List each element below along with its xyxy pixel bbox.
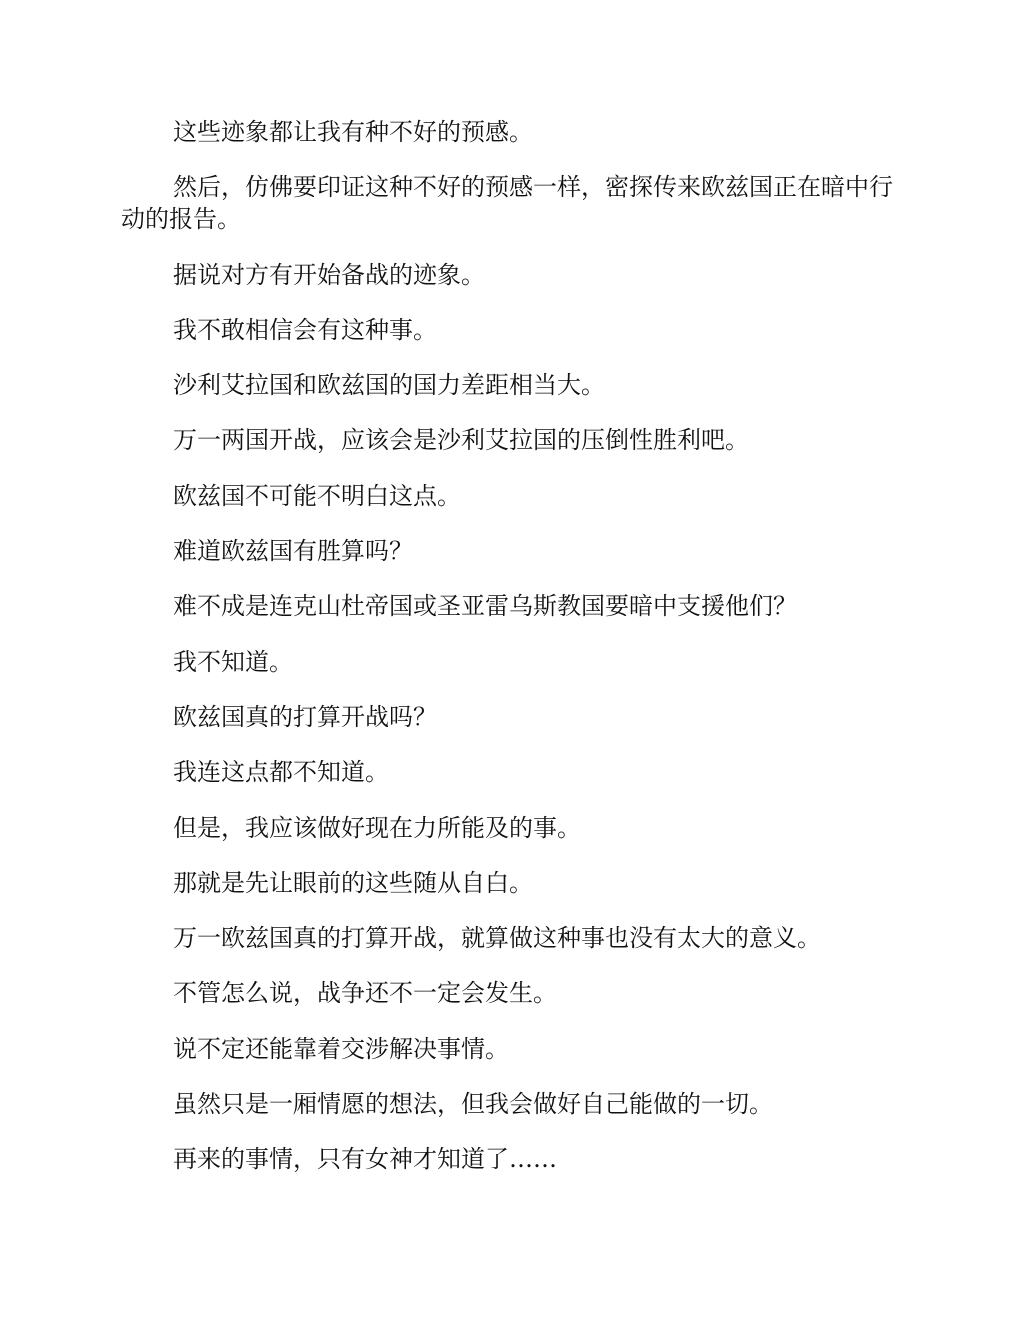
- paragraph: 难道欧兹国有胜算吗？: [173, 537, 413, 566]
- paragraph: 然后，仿佛要印证这种不好的预感一样，密探传来欧兹国正在暗中行动的报告。: [121, 173, 893, 234]
- paragraph: 沙利艾拉国和欧兹国的国力差距相当大。: [173, 371, 605, 400]
- paragraph: 我连这点都不知道。: [173, 758, 389, 787]
- paragraph: 万一欧兹国真的打算开战，就算做这种事也没有太大的意义。: [173, 924, 821, 953]
- paragraph: 据说对方有开始备战的迹象。: [173, 260, 485, 289]
- paragraph: 虽然只是一厢情愿的想法，但我会做好自己能做的一切。: [173, 1090, 773, 1119]
- paragraph: 我不敢相信会有这种事。: [173, 315, 437, 344]
- paragraph: 万一两国开战，应该会是沙利艾拉国的压倒性胜利吧。: [173, 426, 749, 455]
- paragraph: 说不定还能靠着交涉解决事情。: [173, 1034, 509, 1063]
- paragraph: 再来的事情，只有女神才知道了……: [173, 1145, 557, 1174]
- paragraph: 这些迹象都让我有种不好的预感。: [173, 118, 533, 146]
- paragraph: 欧兹国真的打算开战吗？: [173, 702, 437, 731]
- paragraph: 但是，我应该做好现在力所能及的事。: [173, 813, 581, 842]
- paragraph: 不管怎么说，战争还不一定会发生。: [173, 979, 557, 1008]
- paragraph: 难不成是连克山杜帝国或圣亚雷乌斯教国要暗中支援他们？: [173, 592, 797, 621]
- paragraph: 我不知道。: [173, 647, 293, 676]
- paragraph: 欧兹国不可能不明白这点。: [173, 481, 461, 510]
- paragraph: 那就是先让眼前的这些随从自白。: [173, 868, 533, 897]
- document-body: [121, 116, 901, 1199]
